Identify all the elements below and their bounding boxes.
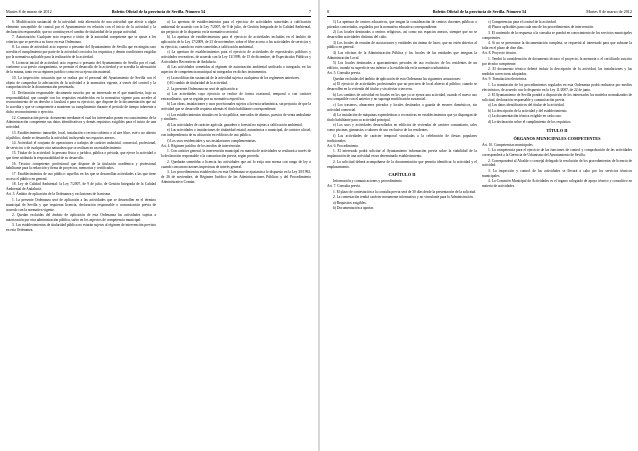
- paragraph: 2. Quedarán sometidas a licencia las actividades que así lo exija una norma con rango de ley o cuando concurran razones imperiosas de interés general.: [161, 159, 311, 169]
- paragraph: b) La descripción de la actividad y del establecimiento.: [488, 108, 568, 113]
- paragraph: 12. Comunicación previa: documento mediante el cual los interesados ponen en conocimiento de la Administración competente sus datos identificativos y demás requisitos exigibles para el inicio de una actividad.: [6, 115, 156, 130]
- paragraph: 14. Actividad: el conjunto de operaciones o trabajos de carácter industrial, comercial, profesional, de servicios o de cualquier otra naturaleza que se realizan en un establecimiento.: [6, 141, 156, 150]
- paragraph: c) La documentación técnica exigible en cada caso.: [488, 114, 562, 119]
- article-heading: Art. 8. Proyecto técnico.: [482, 51, 518, 56]
- paragraph: c) Los establecimientos situados en la vía pública, mercados de abastos, puestos de venta ambulante y similares.: [161, 112, 311, 122]
- paragraph: 1. La tramitación de los procedimientos regulados en esta Ordenanza podrá realizarse por medios electrónicos, de acuerdo con lo dispuesto en la Ley 11/2007, de 22 de junio.: [482, 82, 632, 92]
- paragraph: 1. La presente Ordenanza será de aplicación a las actividades que se desarrollen en el término municipal de Sevilla y que requieran licencia, declaración responsable o comunicación previa de acuerdo con la normativa vigente.: [6, 197, 156, 212]
- right-column-1: [327, 20, 477, 447]
- paragraph: a) Las actividades cuyo ejercicio se realice de forma ocasional, temporal o con carácter extraordinario, que se regirán por su normativa específica.: [161, 91, 311, 101]
- paragraph: 3. Los establecimientos de titularidad pública no estarán sujetos al régimen de intervención previsto en esta Ordenanza.: [6, 223, 156, 233]
- paragraph: 4. Si no se presentase la documentación completa, se requerirá al interesado para que subsane la falta en el plazo de diez días.: [482, 41, 632, 50]
- paragraph: d) Las actividades sometidas al régimen de autorización ambiental unificada o integrada, en los aspectos de competencia municipal no integrados en dichos instrumentos.: [161, 65, 311, 75]
- paragraph: c) Competencias para el control de la actividad.: [488, 20, 557, 24]
- paragraph: f) El cambio de titularidad de la actividad.: [167, 81, 228, 86]
- paragraph: 2) Los locales destinados a centros religiosos, así como sus espacios anexos, siempre que no se desarrollen actividades distintas del culto.: [327, 30, 477, 40]
- paragraph: 8. La causa de actividad: acto expreso o presunto del Ayuntamiento de Sevilla que en ningún caso acredita el cumplimiento por parte de la actividad con todos los requisitos y demás condiciones exigidas por la normativa aplicable para la realización de la actividad.: [6, 45, 156, 60]
- left-header-date: Martes 8 de marzo de 2012: [6, 9, 52, 14]
- paragraph: Información y comunicaciones y procedimiento: [333, 178, 402, 183]
- paragraph: 3. El contenido de la respuesta a la consulta se pondrá en conocimiento de los servicios municipales competentes.: [482, 30, 632, 40]
- paragraph: f) Los usos residenciales y sus instalaciones complementarias.: [167, 138, 257, 143]
- left-column-1: [6, 20, 156, 447]
- right-header-publication: Boletín Oficial de la provincia de Sevilla. Número 54: [432, 9, 527, 14]
- paragraph: 2. Quedan excluidas del ámbito de aplicación de esta Ordenanza las actividades sujetas a autorización por otra administración pública, salvo en los aspectos de competencia municipal.: [6, 212, 156, 222]
- right-header-page-number: 8: [327, 9, 330, 14]
- paragraph: d) Las actividades de carácter agrícola, ganadero o forestal no sujetas a calificación ambiental.: [167, 122, 303, 127]
- section-heading: ÓRGANOS MUNICIPALES COMPETENTES: [513, 136, 601, 142]
- paragraph: Quedan excluidas del ámbito de aplicación de esta Ordenanza las siguientes actuaciones:: [333, 76, 461, 81]
- paragraph: e) Las actividades o instalaciones de titularidad estatal, autonómica o municipal, de carácter oficial, con independencia de su ubicación en edificios de uso público.: [161, 128, 311, 138]
- paragraph: b) Los cambios de actividad en locales en los que ya se ejerza una actividad, cuando el nuevo uso sea compatible con el anterior y no suponga modificación sustancial.: [327, 92, 477, 102]
- paragraph: d) Plazos aplicables para cada uno de los procedimientos de intervención.: [488, 25, 594, 30]
- paragraph: 1. El interesado podrá solicitar al Ayuntamiento información previa sobre la viabilidad de la implantación de una actividad en un determinado establecimiento.: [327, 149, 477, 159]
- paragraph: 4) Las oficinas de la Administración Pública y los locales de las entidades que integran la Administración Local.: [327, 50, 477, 60]
- paragraph: 1. El plazo de contestación a la consulta previa será de 30 días desde la presentación de la solicitud.: [333, 189, 477, 194]
- paragraph: 10. La inspección: actuación que se realiza por el personal del Ayuntamiento de Sevilla con el objeto de comprobar la adecuación de la actividad a la normativa vigente, a través del control y la comprobación de la documentación presentada.: [6, 75, 156, 90]
- paragraph: 3. Los procedimientos establecidos en esta Ordenanza se ajustarán a lo dispuesto en la Ley 30/1992, de 26 de noviembre, de Régimen Jurídico de las Administraciones Públicas y del Procedimiento Administrativo Común.: [161, 169, 311, 184]
- left-header-page-number: 7: [308, 9, 311, 14]
- paragraph: 16. Técnico competente: profesional que dispone de la titulación académica y profesional habilitante para la redacción y firma de proyectos, memorias y certificados.: [6, 161, 156, 171]
- page-gutter: [318, 0, 320, 451]
- paragraph: e) Los usos y actividades desarrollados en edificios de viviendas de carácter comunitario, tales como piscinas, gimnasios o salones de uso exclusivo de los residentes.: [327, 123, 477, 133]
- paragraph: 5) Los locales destinados a aparcamientos privados de uso exclusivo de los residentes de un edificio, cuando su superficie sea inferior a la establecida en la normativa urbanística.: [327, 61, 477, 70]
- paragraph: a) La apertura de establecimientos para el ejercicio de actividades sometidas a calificación ambiental de acuerdo con la Ley 7/2007, de 9 de julio, de Gestión Integrada de la Calidad Ambiental, sin perjuicio de lo dispuesto en la normativa sectorial.: [161, 20, 311, 34]
- right-page: [321, 0, 638, 451]
- paragraph: b) Las obras, instalaciones y usos provisionales sujetos a licencia urbanística, sin perjuicio de que la actividad que se desarrolle requiera además el título habilitante correspondiente.: [161, 102, 311, 112]
- section-heading: TÍTULO II: [546, 127, 568, 133]
- left-page-columns: [6, 20, 311, 447]
- paragraph: a) Requisitos exigibles.: [333, 200, 367, 205]
- paragraph: 13. Establecimiento: inmueble, local, instalación o recinto cubierto o al aire libre, esté o no abierto al público, donde se desarrolla la actividad, incluyendo sus espacios anexos.: [6, 130, 156, 140]
- article-heading: Art. 3. Ámbito de aplicación de la Ordenanza y exclusiones de la misma.: [6, 192, 111, 197]
- paragraph: 4. La Comisión Municipal de Actividades es el órgano colegiado de apoyo técnico y consultivo en materia de actividades.: [482, 179, 632, 188]
- right-page-columns: [327, 20, 632, 447]
- paragraph: 2. La presente Ordenanza no será de aplicación a:: [167, 86, 239, 91]
- paragraph: 2. El documento técnico deberá incluir la descripción de la actividad, las instalaciones y las medidas correctoras adoptadas.: [482, 67, 632, 76]
- right-column-2: [482, 20, 632, 447]
- paragraph: b) Documentación a aportar.: [333, 206, 374, 211]
- paragraph: 2. La contestación tendrá carácter meramente informativo y no vinculante para la Administración.: [333, 195, 474, 200]
- paragraph: f) Las actividades de carácter temporal vinculadas a la celebración de fiestas populares tradicionales.: [327, 133, 477, 143]
- paragraph: 1. Con carácter general, la intervención municipal en materia de actividades se realizará a través de la declaración responsable o la comunicación previa, según proceda.: [161, 149, 311, 159]
- paragraph: 1) La apertura de centros educativos, que tengan la consideración de centros docentes públicos o privados concertados, regulados por la normativa educativa correspondiente.: [327, 20, 477, 29]
- article-heading: Art. 7. Consulta previa.: [327, 184, 361, 189]
- paragraph: 1. Tendrá la consideración de documento técnico el proyecto, la memoria o el certificado suscrito por técnico competente.: [482, 56, 632, 66]
- paragraph: a) El ejercicio de actividades profesionales que no precisen de local abierto al público, cuando se desarrollen en la vivienda del titular y sin afectar a terceros.: [327, 82, 477, 92]
- article-heading: Art. 4. Régimen jurídico de los medios de intervención.: [161, 143, 241, 148]
- paragraph: 18. Ley de Calidad Ambiental: la Ley 7/2007, de 9 de julio, de Gestión Integrada de la Calidad Ambiental de Andalucía.: [6, 182, 156, 191]
- left-header-publication: Boletín Oficial de la provincia de Sevilla. Número 54: [111, 9, 206, 14]
- paragraph: 6. Modificación sustancial de la actividad: toda alteración de una actividad que afecte a algún elemento susceptible de control por el Ayuntamiento en relación con el inicio de la actividad y la declaración responsable, que no constituyen el cambio de titularidad de la propia actividad.: [6, 20, 156, 34]
- article-heading: Art. 10. Competencias municipales.: [482, 142, 534, 147]
- paragraph: 2. Corresponderá al Alcalde o concejal delegado la resolución de los procedimientos de licencia de actividad.: [482, 158, 632, 168]
- left-page-header: [6, 8, 311, 17]
- section-heading: CAPÍTULO II: [388, 172, 416, 178]
- paragraph: 15. Titular de la actividad: la persona física o jurídica, pública o privada, que ejerce la actividad o que tiene atribuida la responsabilidad de su desarrollo.: [6, 151, 156, 161]
- left-column-2: [161, 20, 311, 447]
- paragraph: 3. La inspección y control de las actividades se llevará a cabo por los servicios técnicos municipales.: [482, 168, 632, 178]
- right-page-header: [327, 8, 632, 17]
- paragraph: 3) Los locales de reunión de asociaciones y entidades sin ánimo de lucro, que no estén abiertos al público en general.: [327, 40, 477, 50]
- paragraph: 2. El Ayuntamiento de Sevilla pondrá a disposición de los interesados los modelos normalizados de solicitud, declaración responsable y comunicación previa.: [482, 93, 632, 102]
- paragraph: 9. Licencia inicial de actividad: acto expreso o presunto del Ayuntamiento de Sevilla por el cual, conforme a su previo otorgamiento, se permite el desarrollo de la actividad y se acredita la adecuación de la misma, tanto en su régimen jurídico como en su ejecución material.: [6, 60, 156, 75]
- paragraph: a) Los datos identificativos del titular de la actividad.: [488, 103, 565, 108]
- paragraph: d) La instalación de máquinas expendedoras o recreativas en establecimientos que ya dispongan de título habilitante para su actividad principal.: [327, 113, 477, 122]
- paragraph: c) Los trasteros, almacenes privados y locales destinados a guarda de enseres domésticos, sin actividad comercial.: [327, 102, 477, 112]
- article-heading: Art. 9. Tramitación electrónica.: [482, 77, 528, 82]
- paragraph: e) La modificación sustancial de la actividad sujeta a cualquiera de los regímenes anteriores.: [167, 75, 300, 80]
- paragraph: d) La declaración sobre el cumplimiento de los requisitos.: [488, 119, 572, 124]
- left-page: [0, 0, 317, 451]
- article-heading: Art. 5. Consulta previa.: [327, 71, 361, 76]
- paragraph: c) La apertura de establecimientos para el ejercicio de actividades de espectáculos públicos y actividades recreativas, de acuerdo con la Ley 13/1999, de 15 de diciembre, de Espectáculos Públicos y Actividades Recreativas de Andalucía.: [161, 50, 311, 64]
- paragraph: 17. Establecimientos de uso público: aquellos en los que se desarrollan actividades a las que tiene acceso el público en general.: [6, 171, 156, 181]
- paragraph: b) La apertura de establecimientos para el ejercicio de actividades incluidas en el ámbito de aplicación de la Ley 17/2009, de 23 de noviembre, sobre el libre acceso a las actividades de servicios y su ejercicio, cuando no estén sometidas a calificación ambiental.: [161, 35, 311, 49]
- paragraph: 11. Declaración responsable: documento suscrito por un interesado en el que manifiesta, bajo su responsabilidad, que cumple con los requisitos establecidos en la normativa vigente para acceder al reconocimiento de un derecho o facultad o para su ejercicio, que dispone de la documentación que así lo acredita y que se compromete a mantener su cumplimiento durante el periodo de tiempo inherente a dicho reconocimiento o ejercicio.: [6, 90, 156, 115]
- paragraph: 2. La solicitud deberá acompañarse de la documentación que permita identificar la actividad y el emplazamiento.: [327, 159, 477, 169]
- right-header-date: Martes 8 de marzo de 2012: [586, 9, 632, 14]
- paragraph: 7. Autorización: Cualquier acto expreso o tácito de la autoridad competente que se ajuste a los criterios que se prevén a su favor en esta Ordenanza.: [6, 35, 156, 44]
- paragraph: 1. La competencia para el ejercicio de las funciones de control y comprobación de las actividades corresponderá a la Gerencia de Urbanismo del Ayuntamiento de Sevilla.: [482, 148, 632, 158]
- article-heading: Art. 6. Procedimiento.: [327, 143, 360, 148]
